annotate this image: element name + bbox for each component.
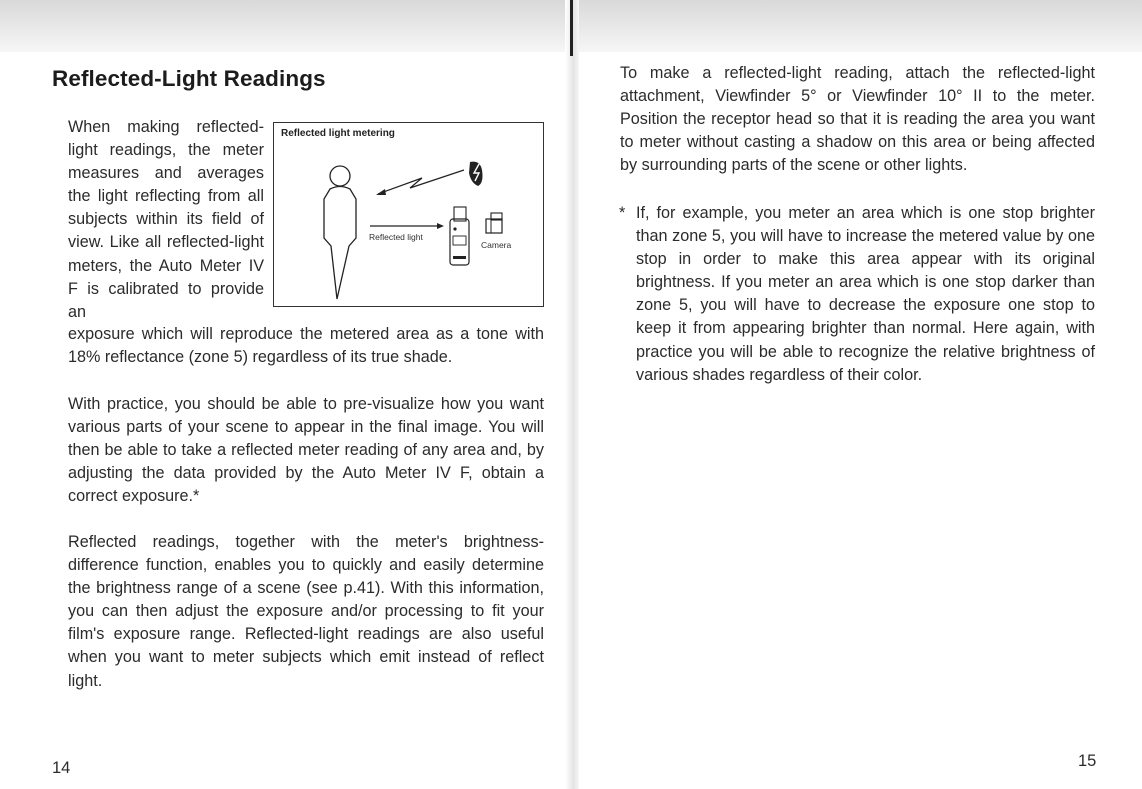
book-gutter bbox=[565, 0, 579, 789]
person-body-icon bbox=[324, 187, 356, 300]
person-head-icon bbox=[330, 166, 350, 186]
footnote-marker: * bbox=[619, 204, 626, 222]
intro-paragraph-continued: exposure which will reproduce the metered area as a tone with 18% reflectance (zone 5) regardless of its true shade. bbox=[68, 325, 544, 367]
light-arrow-head-icon bbox=[376, 189, 386, 195]
reflected-light-arrow-head-icon bbox=[437, 223, 444, 229]
intro-paragraph: When making reflected-light readings, the meter measures and averages the light reflecting from all subjects within its field of view. Like all reflected-light meters, the Auto Meter IV F is calibrated to provide an bbox=[68, 118, 264, 321]
left-page-top-shadow bbox=[0, 0, 566, 52]
gutter-binding-mark bbox=[570, 0, 573, 56]
figure-title: Reflected light metering bbox=[281, 128, 395, 139]
attachment-instructions-paragraph: To make a reflected-light reading, attach the reflected-light attachment, Viewfinder 5° or Viewfinder 10° II to the meter. Position the receptor head so that it is reading the area you want to meter without casting a shadow on this area or being affected by surrounding parts of the scene or other lights. bbox=[620, 64, 1095, 175]
page-number-left: 14 bbox=[52, 759, 71, 777]
flash-bolt-icon bbox=[469, 162, 483, 186]
right-page-top-shadow bbox=[578, 0, 1142, 52]
figure-label-camera: Camera bbox=[481, 240, 512, 250]
reflected-light-metering-figure bbox=[273, 122, 544, 307]
page-title: Reflected-Light Readings bbox=[52, 66, 326, 91]
figure-label-reflected-light: Reflected light bbox=[369, 232, 423, 242]
page-number-right: 15 bbox=[1078, 752, 1097, 770]
practice-paragraph: With practice, you should be able to pre-visualize how you want various parts of your scene to appear in the final image. You will then be able to take a reflected meter reading of any area and, by adjusting the data provided by the Auto Meter IV F, obtain a correct exposure.* bbox=[68, 395, 544, 506]
camera-icon bbox=[486, 219, 502, 233]
reflected-readings-paragraph: Reflected readings, together with the meter's brightness-difference function, enables you to quickly and easily determine the brightness range of a scene (see p.41). With this information, you can then adjust the exposure and/or processing to fit your film's exposure range. Reflected-light readings are also useful when you want to meter subjects which emit instead of reflect light. bbox=[68, 533, 544, 690]
footnote-paragraph: If, for example, you meter an area which is one stop brighter than zone 5, you will have to increase the metered value by one stop in order to make this area appear with its original brightness. If you meter an area which is one stop darker than zone 5, you will have to decrease the exposure one stop to keep it from appearing brighter than normal. Here again, with practice you will be able to recognize the relative brightness of various shades regardless of their color. bbox=[636, 204, 1095, 384]
metering-illustration bbox=[274, 123, 545, 308]
light-path-line bbox=[378, 170, 464, 194]
